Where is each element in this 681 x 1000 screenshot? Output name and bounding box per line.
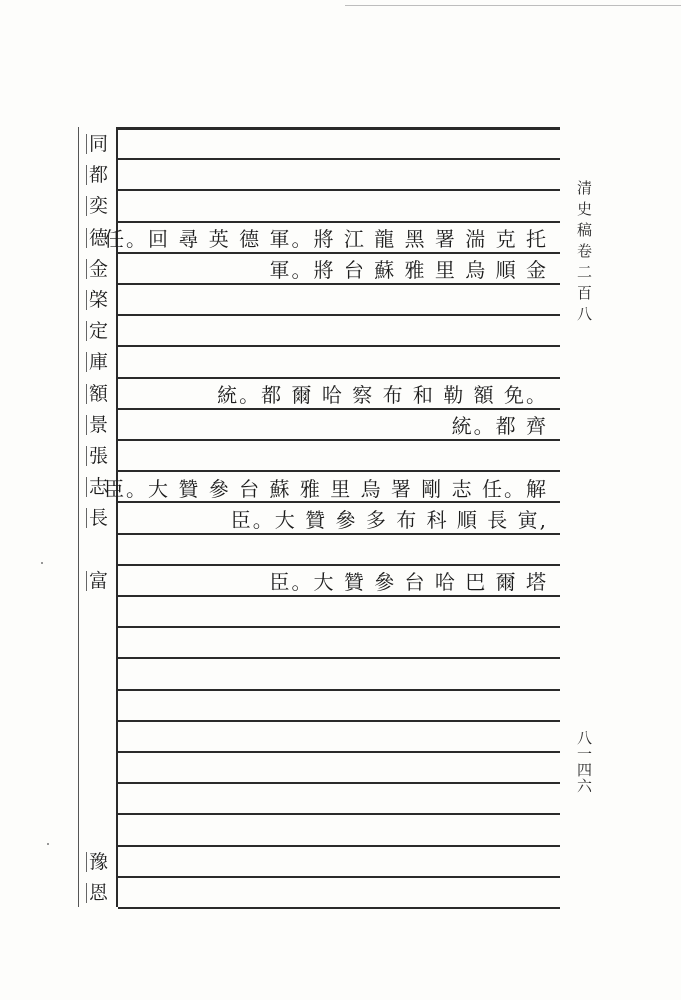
row-rule: [118, 314, 560, 316]
row-text: 任。回 尋 英 德 軍。將 江 龍 黑 署 湍 克 托: [104, 227, 548, 252]
row-text: 臣。大 贊 參 多 布 科 順 長 寅,: [230, 507, 548, 532]
row-rule: [118, 158, 560, 160]
name-cell: [78, 128, 116, 160]
top-edge-rule: [345, 5, 681, 6]
name-cell: [78, 502, 116, 534]
name-char: 金: [86, 259, 108, 279]
row-rule: [118, 127, 560, 130]
name-char: 張: [86, 446, 108, 466]
row-text: 臣。大 贊 參 台 蘇 雅 里 烏 署 剛 志 任。解: [104, 476, 548, 501]
table-grid: [78, 127, 560, 907]
name-char: 豫: [86, 852, 108, 872]
stray-mark: [41, 562, 43, 564]
name-cell: [78, 222, 116, 254]
row-rule: [118, 845, 560, 847]
name-cell: [78, 346, 116, 378]
row-rule: [118, 720, 560, 722]
name-cell: [78, 471, 116, 503]
name-char: 恩: [86, 883, 108, 903]
name-cell: [78, 409, 116, 441]
name-char: 定: [86, 321, 108, 341]
row-rule: [118, 345, 560, 347]
name-char: 景: [86, 415, 108, 435]
row-rule: [118, 782, 560, 784]
stray-mark: [47, 843, 49, 845]
name-cell: [78, 315, 116, 347]
page-number: 八一四六: [575, 730, 593, 794]
name-cell: [78, 284, 116, 316]
name-cell: [78, 565, 116, 597]
row-text: 臣。大 贊 參 台 哈 巴 爾 塔: [269, 570, 548, 595]
name-char: 都: [86, 165, 108, 185]
name-cell: [78, 378, 116, 410]
name-cell: [78, 159, 116, 191]
row-rule: [118, 907, 560, 909]
name-cell: [78, 846, 116, 878]
row-rule: [118, 689, 560, 691]
book-title: 清史稿卷二百八: [575, 180, 593, 327]
row-text: 軍。將 台 蘇 雅 里 烏 順 金: [269, 258, 548, 283]
name-char: 庫: [86, 352, 108, 372]
row-rule: [118, 657, 560, 659]
name-char: 額: [86, 384, 108, 404]
name-char: 棨: [86, 290, 108, 310]
name-cell: [78, 440, 116, 472]
name-char: 長: [86, 508, 108, 528]
name-cell: [78, 877, 116, 909]
name-char: 同: [86, 134, 108, 154]
name-cell: [78, 190, 116, 222]
row-rule: [118, 626, 560, 628]
name-char: 富: [86, 571, 108, 591]
row-text: 統。都 爾 哈 察 布 和 勒 額 免。: [217, 383, 548, 408]
row-rule: [118, 189, 560, 191]
row-text: 統。都 齊: [451, 414, 548, 439]
name-char: 志: [86, 477, 108, 497]
name-char: 德: [86, 228, 108, 248]
name-char: 奕: [86, 196, 108, 216]
row-rule: [118, 813, 560, 815]
name-cell: [78, 253, 116, 285]
row-rule: [118, 751, 560, 753]
row-rule: [118, 876, 560, 878]
